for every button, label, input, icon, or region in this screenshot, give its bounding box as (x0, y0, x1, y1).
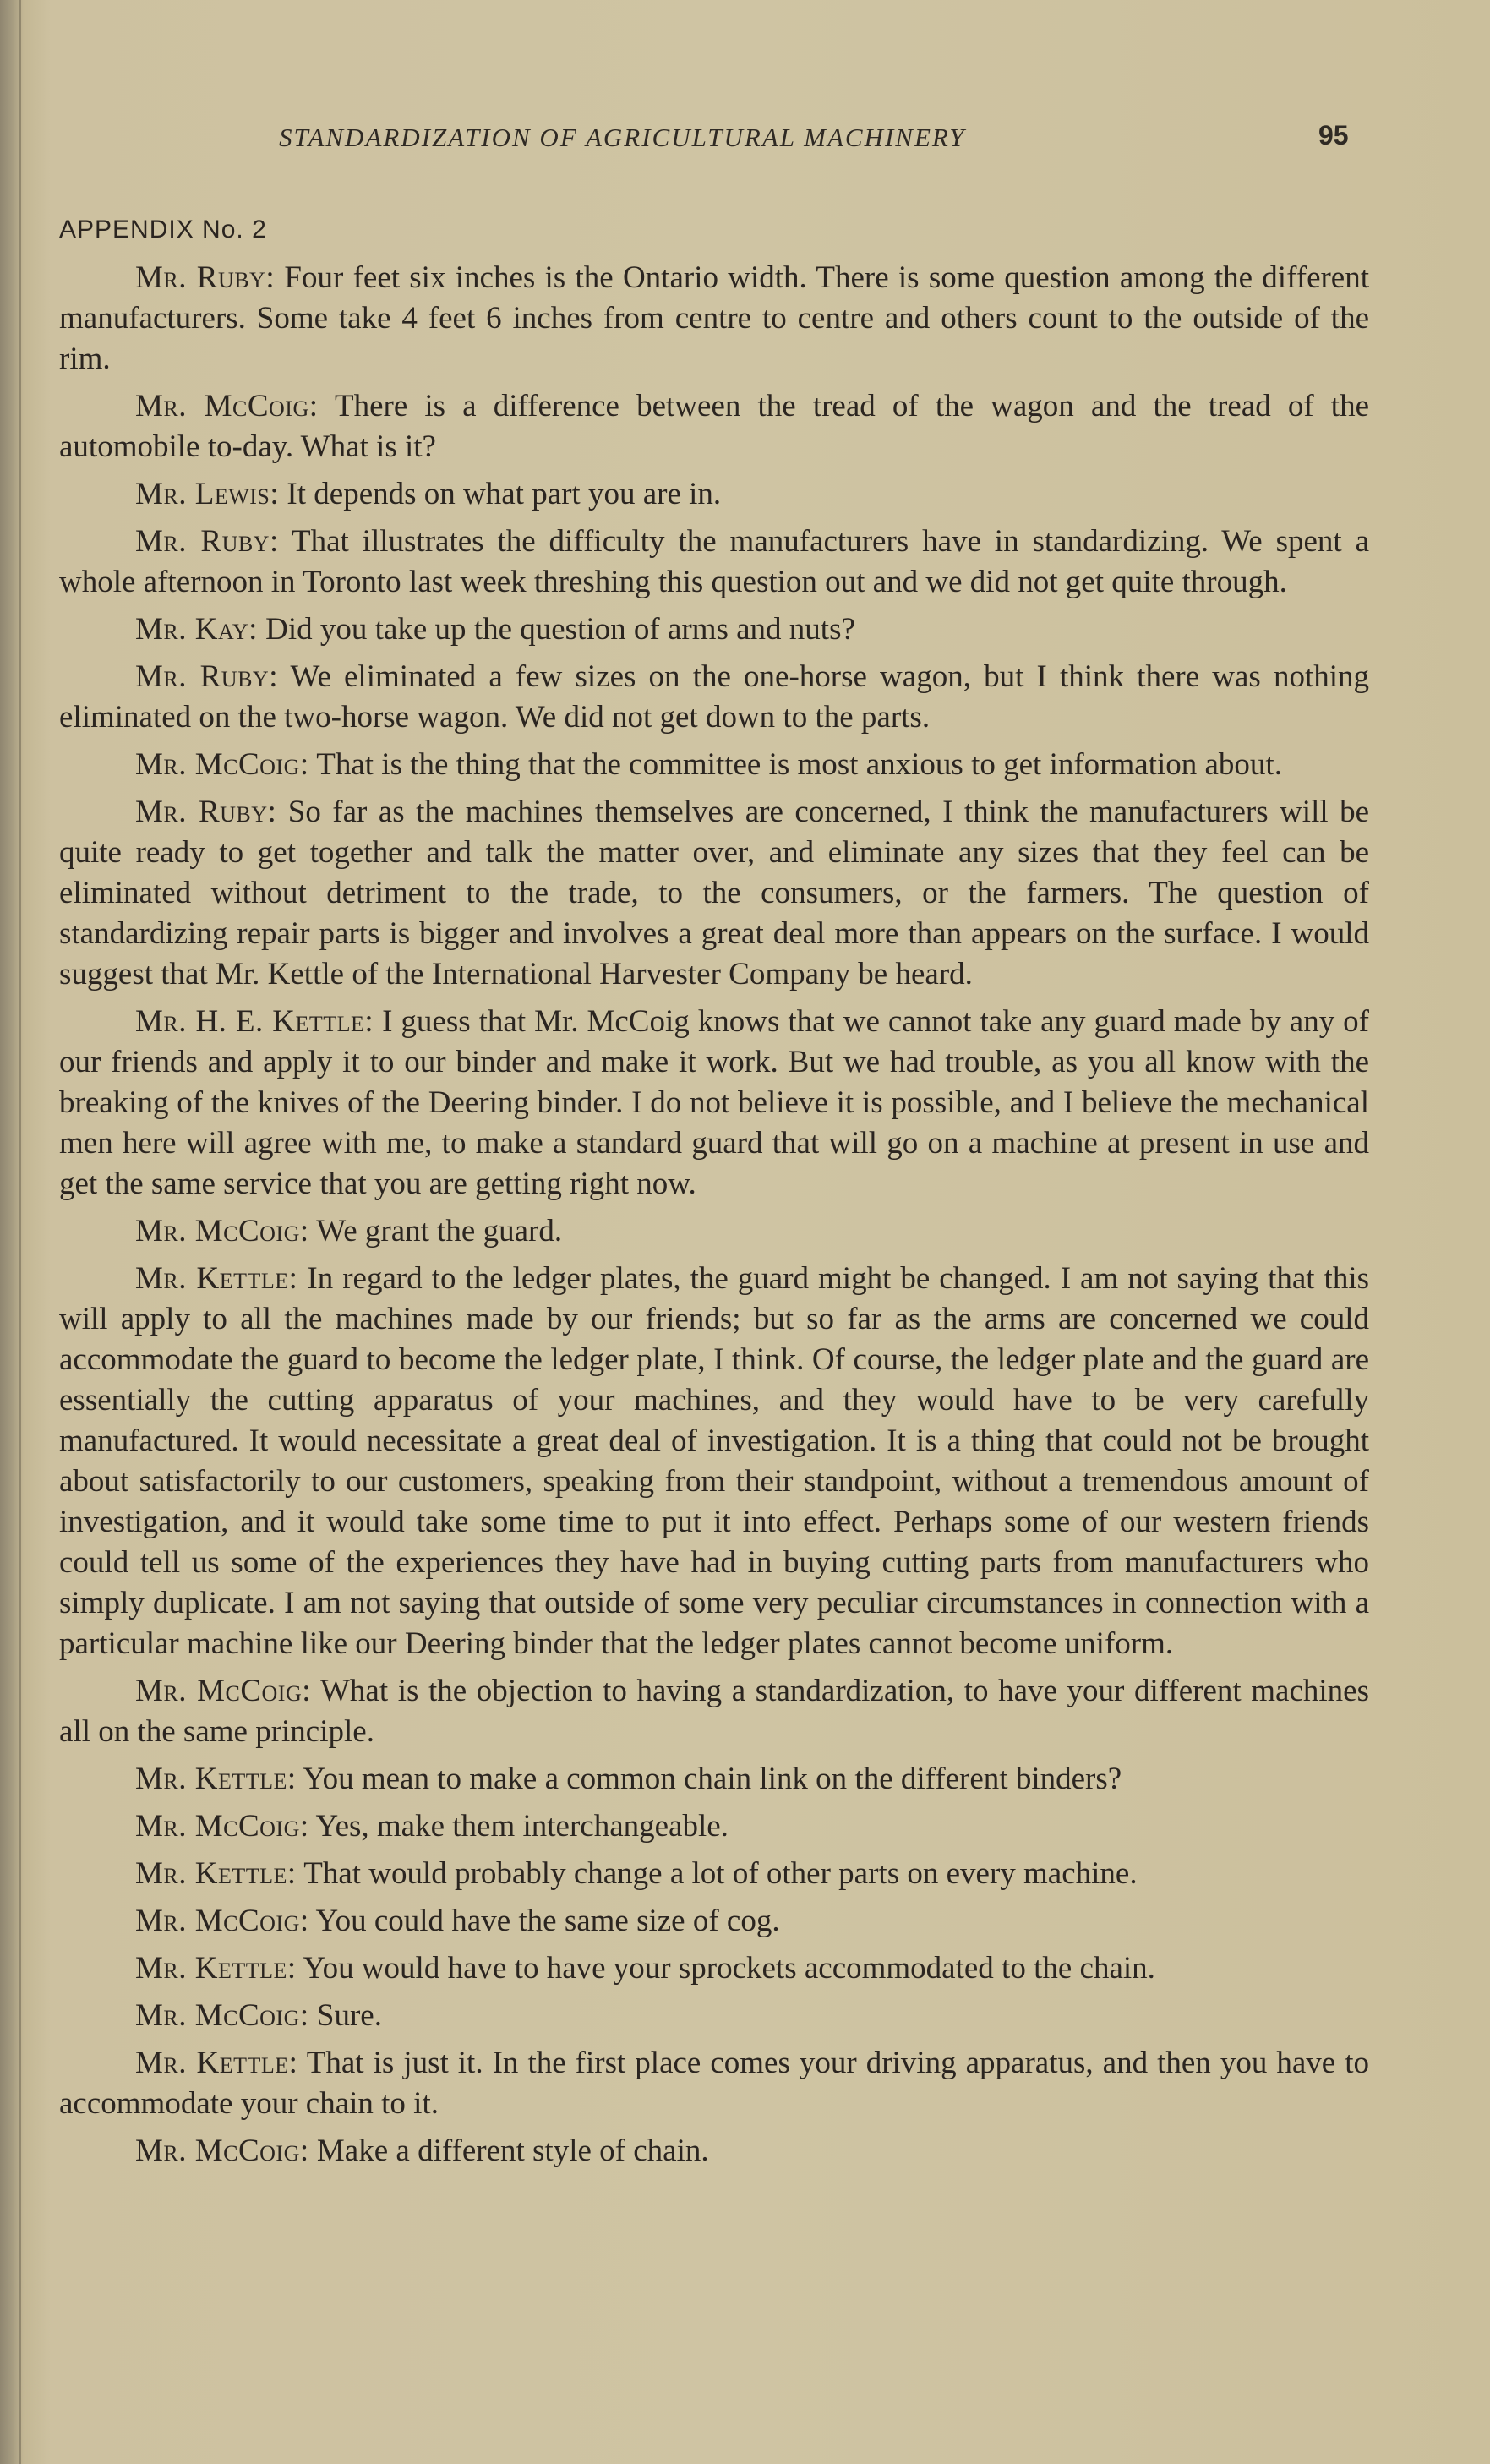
speech-text: We eliminated a few sizes on the one-horse wagon, but I think there was nothing eliminated on the two-horse wagon. We did not get down to the parts. (59, 659, 1370, 735)
speech-text: We grant the guard. (316, 1214, 563, 1248)
speech-text: I guess that Mr. McCoig knows that we cannot take any guard made by any of our friends and apply it to our binder and make it work. But we had trouble, as you all know with the breaking of the knives of the Deering binder. I do not believe it is possible, and I believe the mechanical men here will agree with me, to make a standard guard that will go on a machine at present in use and get the same service that you are getting right now. (59, 1004, 1370, 1201)
speaker-name: Mr. Kay: (135, 612, 258, 647)
transcript-paragraph (59, 474, 1369, 515)
transcript-paragraph (59, 1996, 1369, 2036)
transcript-paragraph (59, 1002, 1369, 1205)
speaker-name: Mr. Kettle: (135, 1856, 297, 1891)
transcript-paragraph (59, 1211, 1369, 1252)
speaker-name: Mr. McCoig: (135, 1674, 312, 1708)
speech-text: There is a difference between the tread of the wagon and the tread of the automobile to-day. What is it? (59, 389, 1369, 464)
speech-text: You would have to have your sprockets accommodated to the chain. (303, 1951, 1155, 1986)
transcript-paragraph (59, 522, 1369, 603)
transcript-paragraph (59, 1948, 1369, 1989)
speech-text: Sure. (316, 1998, 382, 2033)
transcript-paragraph (59, 2131, 1369, 2172)
speaker-name: Mr. Ruby: (135, 795, 277, 829)
speech-text: So far as the machines themselves are concerned, I think the manufacturers will be quite ready to get together and talk the matter over, and eliminate any sizes that they feel can be eliminated without detriment to the trade, to the consumers, or the farmers. The question of standardizing repair parts is bigger and involves a great deal more than appears on the surface. I would suggest that Mr. Kettle of the International Harvester Company be heard. (59, 795, 1369, 992)
speech-text: That would probably change a lot of other parts on every machine. (303, 1856, 1138, 1891)
speech-text: It depends on what part you are in. (287, 477, 722, 511)
speech-text: What is the objection to having a standardization, to have your different machines all on the same principle. (59, 1674, 1369, 1749)
transcript-paragraph (59, 1854, 1369, 1894)
appendix-label: APPENDIX No. 2 (59, 216, 267, 243)
speech-text: Yes, make them interchangeable. (315, 1809, 729, 1844)
speaker-name: Mr. McCoig: (135, 2133, 309, 2168)
transcript-paragraph (59, 1259, 1369, 1664)
speaker-name: Mr. H. E. Kettle: (135, 1004, 374, 1039)
transcript-paragraph (59, 386, 1369, 467)
speaker-name: Mr. McCoig: (135, 1809, 309, 1844)
speaker-name: Mr. Kettle: (135, 2046, 298, 2080)
transcript-paragraph (59, 1759, 1369, 1800)
speaker-name: Mr. McCoig: (135, 747, 309, 782)
speaker-name: Mr. Kettle: (135, 1261, 298, 1296)
speech-text: That illustrates the difficulty the manufacturers have in standardizing. We spent a whole afternoon in Toronto last week threshing this question out and we did not get quite through. (59, 524, 1369, 599)
speaker-name: Mr. Kettle: (135, 1762, 297, 1796)
running-head: STANDARDIZATION OF AGRICULTURAL MACHINERY (279, 123, 966, 152)
speaker-name: Mr. Ruby: (135, 524, 279, 559)
binding-gutter (19, 0, 21, 2464)
transcript-paragraph (59, 1671, 1369, 1752)
speech-text: Make a different style of chain. (316, 2133, 709, 2168)
speaker-name: Mr. Lewis: (135, 477, 280, 511)
transcript-paragraph (59, 657, 1369, 738)
speaker-name: Mr. McCoig: (135, 1214, 309, 1248)
speaker-name: Mr. Ruby: (135, 260, 276, 295)
transcript-paragraph (59, 1901, 1369, 1942)
speech-text: That is just it. In the first place comes your driving apparatus, and then you have to accommodate your chain to it. (59, 2046, 1369, 2121)
speech-text: That is the thing that the committee is most anxious to get information about. (316, 747, 1282, 782)
speaker-name: Mr. Kettle: (135, 1951, 297, 1986)
transcript-paragraph (59, 258, 1369, 380)
speech-text: You could have the same size of cog. (315, 1904, 780, 1938)
speaker-name: Mr. McCoig: (135, 1904, 309, 1938)
transcript-body (59, 258, 1369, 2178)
speech-text: In regard to the ledger plates, the guard might be changed. I am not saying that this will apply to all the machines made by our friends; but so far as the arms are concerned we could accommodate the guard to become the ledger plate, I think. Of course, the ledger plate and the guard are essentially the cutting apparatus of your machines, and they would have to be very carefully manufactured. It would necessitate a great deal of investigation. It is a thing that could not be brought about satisfactorily to our customers, speaking from their standpoint, without a tremendous amount of investigation, and it would take some time to put it into effect. Perhaps some of our western friends could tell us some of the experiences they have had in buying cutting parts from manufacturers who simply duplicate. I am not saying that outside of some very peculiar circumstances in connection with a particular machine like our Deering binder that the ledger plates cannot become uniform. (59, 1261, 1370, 1661)
transcript-paragraph (59, 2043, 1369, 2124)
speech-text: Four feet six inches is the Ontario width. There is some question among the different manufacturers. Some take 4 feet 6 inches from centre to centre and others count to the outside of the rim. (59, 260, 1370, 376)
speech-text: You mean to make a common chain link on the different binders? (303, 1762, 1122, 1796)
speaker-name: Mr. Ruby: (135, 659, 278, 694)
speaker-name: Mr. McCoig: (135, 1998, 309, 2033)
transcript-paragraph (59, 1806, 1369, 1847)
transcript-paragraph (59, 745, 1369, 785)
transcript-paragraph (59, 609, 1369, 650)
page-number: 95 (1318, 120, 1349, 150)
speech-text: Did you take up the question of arms and nuts? (265, 612, 855, 647)
speaker-name: Mr. McCoig: (135, 389, 319, 423)
transcript-paragraph (59, 792, 1369, 995)
